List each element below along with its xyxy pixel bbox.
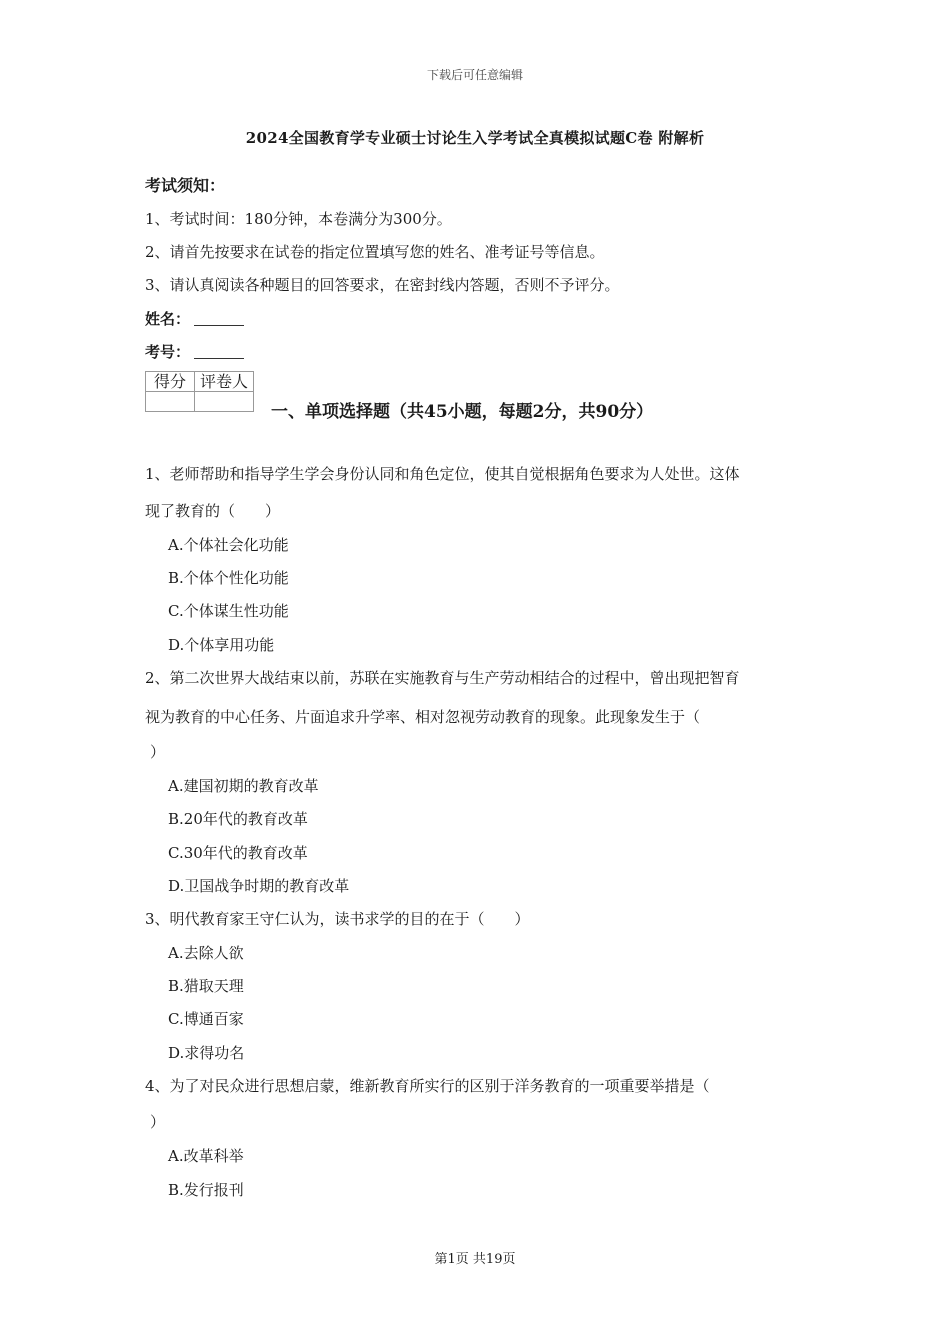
question-3-option-d[interactable]: D.求得功名 bbox=[168, 1044, 245, 1062]
question-1-option-d[interactable]: D.个体享用功能 bbox=[168, 636, 275, 654]
question-3-option-c[interactable]: C.博通百家 bbox=[168, 1010, 244, 1028]
question-2-line-1: 2、第二次世界大战结束以前，苏联在实施教育与生产劳动相结合的过程中，曾出现把智育 bbox=[145, 669, 740, 687]
question-3-option-b[interactable]: B.猎取天理 bbox=[168, 977, 244, 995]
notice-item-3: 3、请认真阅读各种题目的回答要求，在密封线内答题，否则不予评分。 bbox=[145, 276, 620, 294]
question-1-line-2: 现了教育的（ ） bbox=[145, 502, 281, 520]
header-note: 下载后可任意编辑 bbox=[426, 68, 523, 82]
id-field bbox=[145, 341, 244, 362]
name-field bbox=[145, 308, 244, 329]
name-blank[interactable] bbox=[194, 311, 244, 326]
grader-header: 评卷人 bbox=[195, 372, 254, 392]
question-4-line-2: ） bbox=[150, 1113, 166, 1131]
id-blank[interactable] bbox=[194, 344, 244, 359]
score-cell[interactable] bbox=[146, 392, 195, 412]
question-4-option-a[interactable]: A.改革科举 bbox=[168, 1147, 244, 1165]
question-1-option-c[interactable]: C.个体谋生性功能 bbox=[168, 602, 289, 620]
question-3-line-1: 3、明代教育家王守仁认为，读书求学的目的在于（ ） bbox=[145, 910, 530, 928]
question-4-line-1: 4、为了对民众进行思想启蒙，维新教育所实行的区别于洋务教育的一项重要举措是（ bbox=[145, 1077, 710, 1095]
question-2-line-2: 视为教育的中心任务、片面追求升学率、相对忽视劳动教育的现象。此现象发生于（ bbox=[145, 708, 701, 726]
notice-item-2: 2、请首先按要求在试卷的指定位置填写您的姓名、准考证号等信息。 bbox=[145, 243, 605, 261]
section-title: 一、单项选择题（共45小题，每题2分，共90分） bbox=[271, 402, 654, 422]
question-2-option-a[interactable]: A.建国初期的教育改革 bbox=[168, 777, 319, 795]
question-2-option-d[interactable]: D.卫国战争时期的教育改革 bbox=[168, 877, 350, 895]
notice-heading: 考试须知： bbox=[145, 176, 226, 195]
page-footer: 第1页 共19页 bbox=[434, 1252, 516, 1267]
question-1-option-a[interactable]: A.个体社会化功能 bbox=[168, 536, 289, 554]
grader-cell[interactable] bbox=[195, 392, 254, 412]
question-2-option-c[interactable]: C.30年代的教育改革 bbox=[168, 844, 308, 862]
score-header: 得分 bbox=[146, 372, 195, 392]
question-1-option-b[interactable]: B.个体个性化功能 bbox=[168, 569, 289, 587]
name-label: 姓名： bbox=[145, 310, 191, 328]
document-title: 2024全国教育学专业硕士讨论生入学考试全真模拟试题C卷 附解析 bbox=[245, 129, 705, 147]
id-label: 考号： bbox=[145, 343, 191, 361]
question-4-option-b[interactable]: B.发行报刊 bbox=[168, 1181, 244, 1199]
question-1-line-1: 1、老师帮助和指导学生学会身份认同和角色定位，使其自觉根据角色要求为人处世。这体 bbox=[145, 465, 740, 483]
notice-item-1: 1、考试时间：180分钟，本卷满分为300分。 bbox=[145, 210, 452, 228]
question-2-line-3: ） bbox=[150, 743, 166, 761]
score-table bbox=[145, 371, 254, 412]
question-2-option-b[interactable]: B.20年代的教育改革 bbox=[168, 810, 308, 828]
question-3-option-a[interactable]: A.去除人欲 bbox=[168, 944, 244, 962]
